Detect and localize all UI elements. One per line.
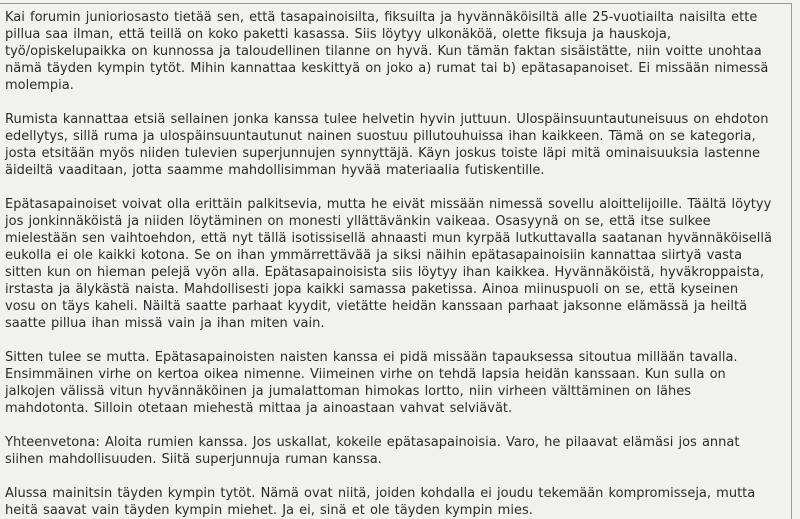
post-paragraph-1: Kai forumin junioriosasto tietää sen, että tasapainoisilta, fiksuilta ja hyvännäköisiltä alle 25-vuotiailta naisilta ette pillua saa ilman, että teillä on koko paketti kasassa. Siis löytyy ulkonäköä, olette fiksuja ja hauskoja, työ/opiskelupaikka on kunnossa ja taloudellinen tilanne on hyvä. Kun tämän faktan sisäistätte, niin voitte unohtaa nämä täyden kympin tytöt. Mihin kannattaa keskittyä on joko a) rumat tai b) epätasapanoiset. Ei missään nimessä molempia.	[5, 10, 769, 93]
post-paragraph-3: Epätasapainoiset voivat olla erittäin palkitsevia, mutta he eivät missään nimessä sovellu aloittelijoille. Täältä löytyy jos jonkinnäköistä ja niiden löytäminen on monesti yllättävänkin vaikeaa. Osasyynä on se, että itse sulkee mielestään sen vaihtoehdon, että nyt tällä isotissisellä ahnaasti mun kyrpää lutkuttavalla saatanan hyvännäköisellä eukolla ei ole kaikki kotona. Se on ihan ymmärrettävää ja siksi näihin epätasapainoisiin kannattaa siirtyä vasta sitten kun on hieman pelejä vyön alla. Epätasapainoisista siis löytyy ihan kaikkea. Hyvännäköistä, hyväkroppaista, irstasta ja älykästä naista. Mahdollisesti jopa kaikki samassa paketissa. Ainoa miinuspuoli on se, että kyseinen vosu on täys kaheli. Näiltä saatte parhaat kyydit, vietätte heidän kanssaan parhaat jaksonne elämässä ja heiltä saatte pillua ihan missä vain ja ihan miten vain.	[5, 197, 772, 331]
post-paragraph-6: Alussa mainitsin täyden kympin tytöt. Nämä ovat niitä, joiden kohdalla ei joudu tekemään kompromisseja, mutta heitä saavat vain täyden kympin miehet. Ja ei, sinä et ole täyden kympin mies.	[5, 486, 756, 518]
forum-post-cell	[0, 3, 792, 519]
post-paragraph-4: Sitten tulee se mutta. Epätasapainoisten naisten kanssa ei pidä missään tapauksessa sitoutua millään tavalla. Ensimmäinen virhe on kertoa oikea nimenne. Viimeinen virhe on tehdä lapsia heidän kanssaan. Kun sulla on jalkojen välissä vitun hyvännäköinen ja jumalattoman himokas lortto, niin virheen välttäminen on lähes mahdotonta. Silloin otetaan miehestä mittaa ja ainoastaan vahvat selviävät.	[5, 350, 738, 416]
post-body-text	[5, 9, 773, 519]
post-paragraph-5: Yhteenvetona: Aloita rumien kanssa. Jos uskallat, kokeile epätasapainoisia. Varo, he pilaavat elämäsi jos annat siihen mahdollisuuden. Siitä superjunnuja ruman kanssa.	[5, 435, 740, 467]
post-paragraph-2: Rumista kannattaa etsiä sellainen jonka kanssa tulee helvetin hyvin juttuun. Ulospäinsuuntautuneisuus on ehdoton edellytys, sillä ruma ja ulospäinsuuntautunut nainen suostuu pillutouhuissa ihan kaikkeen. Tämä on se kategoria, josta etsitään myös niiden tulevien superjunnujen synnyttäjä. Käyn joskus toiste läpi mitä ominaisuuksia lastenne äideiltä vaaditaan, jotta saamme mahdollisimman hyvää materiaalia futiskentille.	[5, 112, 769, 178]
